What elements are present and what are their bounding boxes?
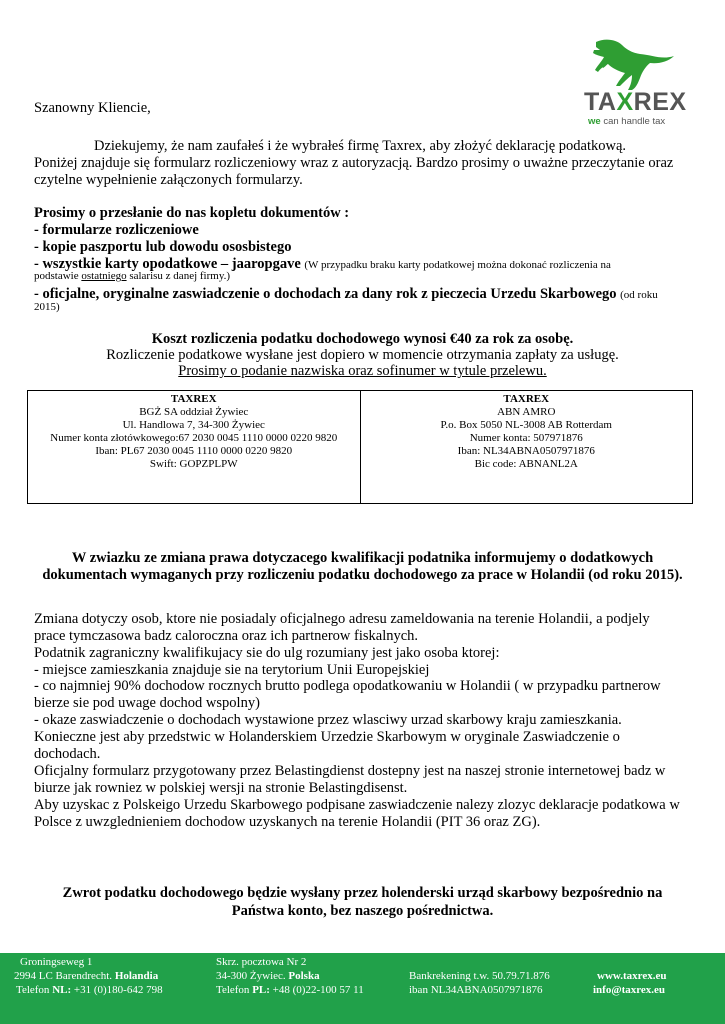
footer-nl-city: 2994 LC Barendrecht. Holandia (14, 970, 159, 982)
logo-tagline: we can handle tax (588, 116, 666, 127)
body-line: Aby uzyskac z Polskeigo Urzedu Skarbowego podpisane zaswiadczenie nalezy zlozyc deklaracje podatkowa w (34, 797, 680, 813)
body-line: - co najmniej 90% dochodow rocznych brutto podlega opodatkowaniu w Holandii ( w przypadku partnerow (34, 678, 661, 694)
bank-netherlands (360, 391, 693, 503)
footer-bank-account: Bankrekening t.w. 50.79.71.876 (409, 970, 550, 982)
bank-netherlands-account: Numer konta: 507971876 (469, 432, 583, 444)
intro-line-2: Poniżej znajduje się formularz rozliczeniowy wraz z autoryzacją. Bardzo prosimy o uważne przeczytanie oraz (34, 155, 674, 171)
bank-netherlands-holder: TAXREX (503, 393, 550, 405)
footer-pl-phone: Telefon PL: +48 (0)22-100 57 11 (216, 984, 364, 996)
bank-poland-address: Ul. Handlowa 7, 34-300 Żywiec (122, 419, 265, 431)
bank-netherlands-iban: Iban: NL34ABNA0507971876 (457, 445, 595, 457)
documents-item-forms: - formularze rozliczeniowe (34, 222, 199, 238)
cost-line-3: Prosimy o podanie nazwiska oraz sofinumer w tytule przelewu. (178, 363, 547, 379)
body-line: Oficjalny formularz przygotowany przez Belastingdienst dostepny jest na naszej stronie internetowej badz w (34, 763, 666, 779)
body-line: bierze sie pod uwage dochod wspolny) (34, 695, 260, 711)
body-line: prace tymczasowa badz caloroczna oraz ich partnerow fiskalnych. (34, 628, 419, 644)
dinosaur-icon (582, 38, 682, 93)
body-line: - miejsce zamieszkania znajduje sie na terytorium Unii Europejskiej (34, 662, 430, 678)
refund-line-1: Zwrot podatku dochodowego będzie wysłany przez holenderski urząd skarbowy bezpośrednio na (62, 885, 663, 901)
logo-wordmark: TAXREX (584, 88, 687, 116)
body-line: Polsce z uwzglednieniem dochodow uzyskanych na terenie Holandii (PIT 36 oraz ZG). (34, 814, 541, 830)
bank-netherlands-name: ABN AMRO (497, 406, 556, 418)
footer-pl-pobox: Skrz. pocztowa Nr 2 (216, 956, 307, 968)
bank-poland-holder: TAXREX (170, 393, 217, 405)
body-line: - okaze zaswiadczenie o dochodach wystawione przez wlasciwy urzad skarbowy kraju zamieszkania. (34, 712, 622, 728)
bank-netherlands-bic: Bic code: ABNANL2A (474, 458, 578, 470)
footer (0, 953, 725, 1024)
footer-pl-city: 34-300 Żywiec. Polska (216, 970, 320, 982)
documents-item-income-certificate: - oficjalne, oryginalne zaswiadczenie o dochodach za dany rok z pieczecia Urzedu Skarbowego (od roku (34, 286, 658, 302)
documents-item-tax-cards: - wszystkie karty opodatkowe – jaaropgave (W przypadku braku karty podatkowej można dokonać rozliczenia na (34, 256, 611, 272)
bank-netherlands-address: P.o. Box 5050 NL-3008 AB Rotterdam (440, 419, 612, 431)
footer-email-link[interactable]: info@taxrex.eu (593, 984, 666, 996)
bank-poland-account: Numer konta złotówkowego:67 2030 0045 1110 0000 0220 9820 (50, 432, 338, 444)
footer-nl-street: Groningseweg 1 (20, 956, 93, 968)
greeting: Szanowny Kliencie, (34, 100, 151, 116)
bank-details-table (27, 390, 693, 504)
taxrex-logo (582, 38, 687, 128)
body-line: Konieczne jest aby przedstwic w Holanderskiem Urzedzie Skarbowym w oryginale Zaswiadczenie o (34, 729, 620, 745)
bank-poland-iban: Iban: PL67 2030 0045 1110 0000 0220 9820 (95, 445, 293, 457)
cost-line-1: Koszt rozliczenia podatku dochodowego wynosi €40 za rok za osobę. (151, 331, 574, 347)
bank-poland-name: BGŻ SA oddział Żywiec (139, 406, 249, 418)
body-line: Zmiana dotyczy osob, ktore nie posiadaly oficjalnego adresu zameldowania na terenie Holandii, a podjely (34, 611, 650, 627)
body-line: dochodach. (34, 746, 101, 762)
notice-line-2: dokumentach wymaganych przy rozliczeniu podatku dochodowego za prace w Holandii (od roku 2015). (42, 567, 683, 583)
bank-poland-swift: Swift: GOPZPLPW (149, 458, 238, 470)
footer-website-link[interactable]: www.taxrex.eu (597, 970, 667, 982)
intro-line-3: czytelne wypełnienie załączonych formularzy. (34, 172, 303, 188)
refund-line-2: Państwa konto, bez naszego pośrednictwa. (231, 903, 494, 919)
body-line: biurze jak rowniez w polskiej wersji na stronie Belastingdisenst. (34, 780, 408, 796)
footer-nl-phone: Telefon NL: +31 (0)180-642 798 (16, 984, 163, 996)
bank-poland (28, 391, 360, 503)
body-line: Podatnik zagraniczny kwalifikujacy sie do ulg rozumiany jest jako osoba ktorej: (34, 645, 500, 661)
cost-line-2: Rozliczenie podatkowe wysłane jest dopiero w momencie otrzymania zapłaty za usługę. (106, 347, 619, 363)
notice-line-1: W zwiazku ze zmiana prawa dotyczacego kwalifikacji podatnika informujemy o dodatkowych (71, 550, 654, 566)
documents-item-passport: - kopie paszportu lub dowodu ososbistego (34, 239, 292, 255)
documents-heading: Prosimy o przesłanie do nas kopletu dokumentów : (34, 205, 350, 221)
footer-iban: iban NL34ABNA0507971876 (409, 984, 543, 996)
intro-line-1: Dziekujemy, że nam zaufałeś i że wybrałeś firmę Taxrex, aby złożyć deklarację podatkową. (94, 138, 627, 154)
documents-item-tax-cards-note: podstawie ostatniego salarisu z danej firmy.) (34, 270, 231, 282)
documents-item-income-note: 2015) (34, 301, 60, 313)
